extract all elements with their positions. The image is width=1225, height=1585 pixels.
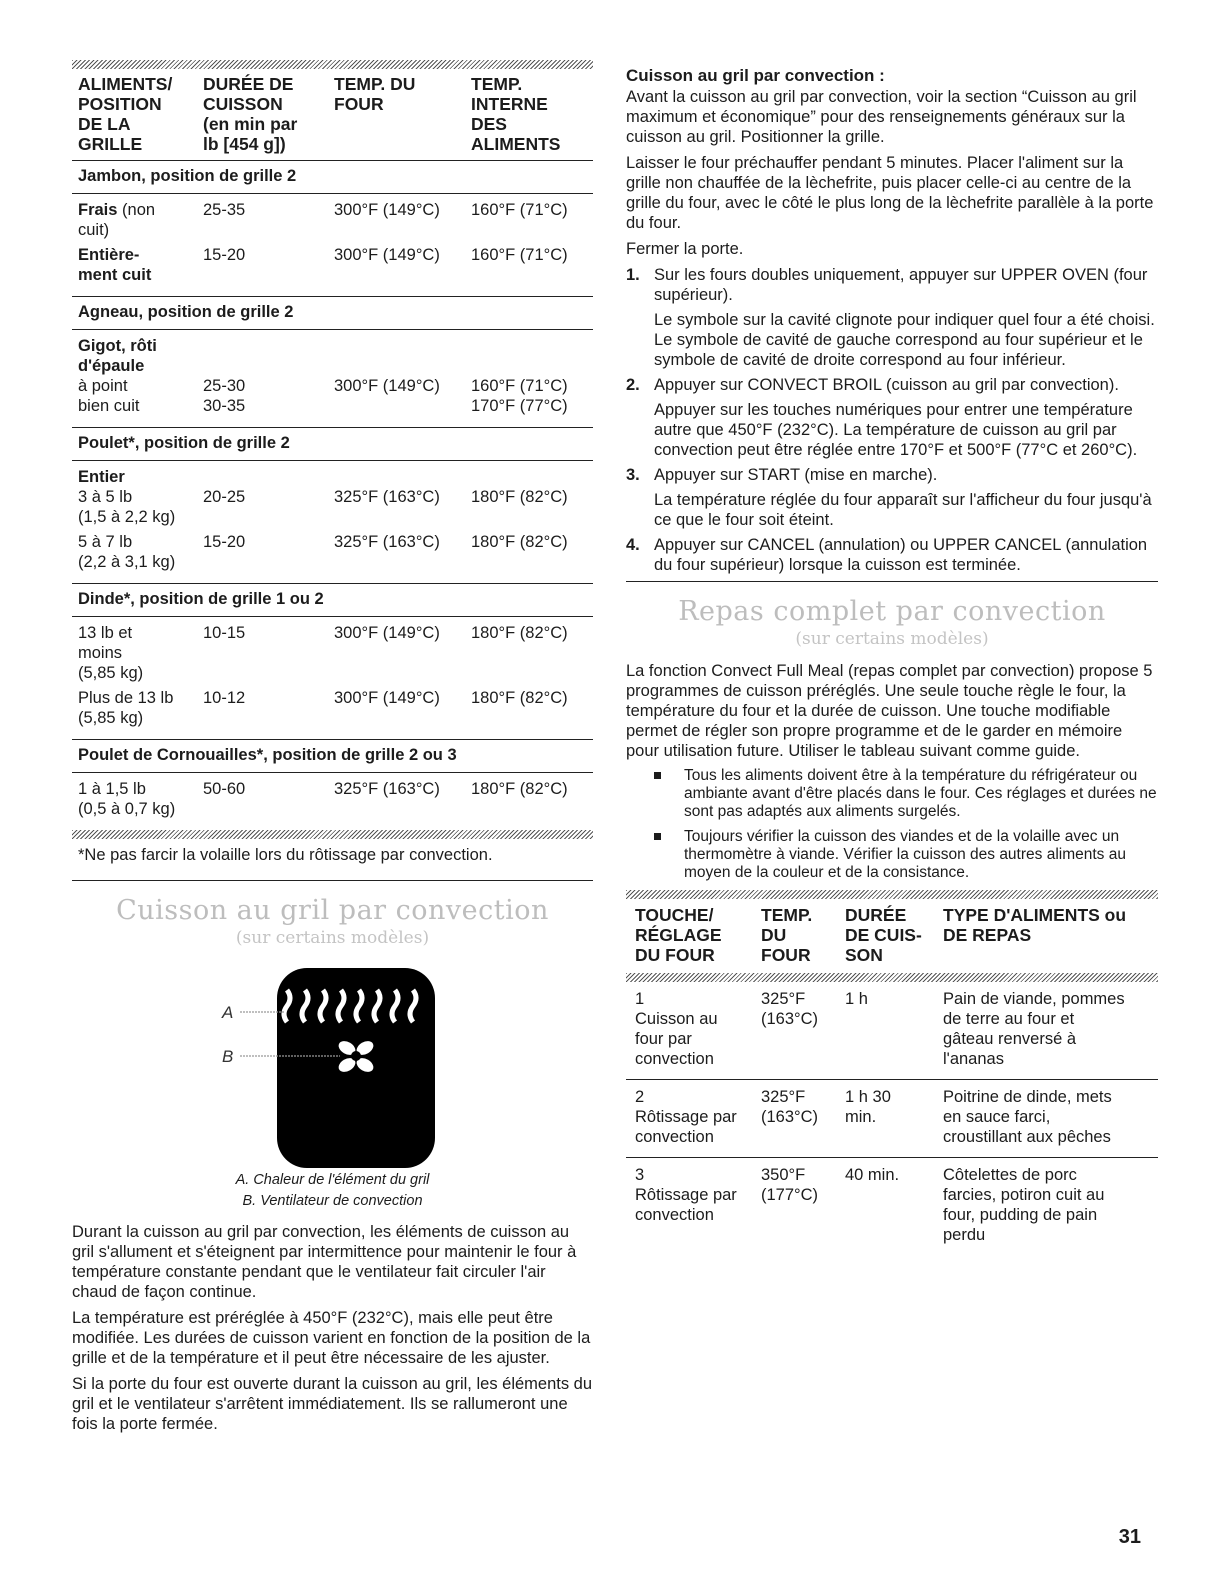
cell-food: Pain de viande, pommes de terre au four et gâteau renversé à l'ananas — [943, 990, 1125, 1068]
paragraph: Laisser le four préchauffer pendant 5 minutes. Placer l'aliment sur la grille non chauffée de la lèchefrite, puis placer celle-ci au centre de la grille du four, avec le côté le plus long de la lèchefrite parallèle à la porte du four. — [626, 154, 1154, 232]
bullet-text: Toujours vérifier la cuisson des viandes et de la volaille avec un thermomètre à viande. Vérifier la cuisson des autres aliments au moyen de la couleur et de la consistance. — [684, 828, 1126, 881]
table-section-title: Dinde*, position de grille 1 ou 2 — [72, 583, 593, 616]
table-section-title: Jambon, position de grille 2 — [72, 160, 593, 193]
cell-time: 10-15 — [203, 624, 246, 642]
cell-internal: 180°F (82°C) — [471, 624, 568, 642]
cell-internal: 160°F (71°C) 170°F (77°C) — [471, 377, 568, 415]
table-top-rule — [626, 890, 1158, 899]
paragraph: Si la porte du four est ouverte durant la cuisson au gril, les éléments du gril et le ventilateur s'arrêtent immédiatement. Ils se rallumeront une fois la porte fermée. — [72, 1375, 593, 1433]
table-row — [626, 1080, 1158, 1157]
cell-food: Côtelettes de porc farcies, potiron cuit au four, pudding de pain perdu — [943, 1166, 1105, 1244]
step-text: Appuyer sur CANCEL (annulation) ou UPPER CANCEL (annulation du four supérieur) lorsque la cuisson est terminée. — [654, 536, 1148, 574]
steps-list — [626, 265, 1158, 575]
cell-food — [78, 200, 203, 240]
step-item — [626, 465, 1158, 530]
cell-key: 1 Cuisson au four par convection — [635, 990, 718, 1068]
cell-temp: 325°F (163°C) — [761, 1088, 819, 1126]
cell-food-bold: Gigot, rôti d'épaule — [78, 337, 157, 375]
cell-internal: 180°F (82°C) — [471, 533, 568, 551]
bullet-text: Tous les aliments doivent être à la température du réfrigérateur ou ambiante avant d'être placés dans le four. Ces réglages et durées ne sont pas adaptés aux aliments surgelés. — [684, 767, 1157, 820]
table-row — [78, 245, 593, 285]
cell-food-text: 1 à 1,5 lb (0,5 à 0,7 kg) — [78, 780, 176, 818]
full-meal-table-header — [626, 899, 1158, 973]
header-time: DURÉE DE CUIS- SON — [845, 905, 922, 965]
cell-food — [78, 467, 203, 527]
cell-food-text: 5 à 7 lb (2,2 à 3,1 kg) — [78, 533, 176, 571]
cell-food — [78, 623, 203, 683]
bullet-square-icon — [654, 772, 661, 779]
table-row — [626, 982, 1158, 1079]
full-meal-table-body — [626, 982, 1158, 1255]
step-item — [626, 535, 1158, 575]
caption-a: A. Chaleur de l'élément du gril — [235, 1172, 430, 1188]
cell-oven: 325°F (163°C) — [334, 780, 440, 798]
table-section-body — [72, 329, 593, 427]
cell-food — [78, 688, 203, 728]
table-section-body — [72, 616, 593, 739]
cell-temp: 350°F (177°C) — [761, 1166, 819, 1204]
meat-table-body — [72, 160, 593, 830]
cell-temp: 325°F (163°C) — [761, 990, 819, 1028]
cell-time: 20-25 — [203, 488, 246, 506]
section-subtitle: (sur certains modèles) — [235, 928, 430, 948]
oven-cavity — [277, 968, 435, 1168]
table-row — [78, 532, 593, 572]
cell-oven: 300°F (149°C) — [334, 377, 440, 395]
cell-oven: 300°F (149°C) — [334, 246, 440, 264]
cell-internal: 180°F (82°C) — [471, 488, 568, 506]
cell-internal: 180°F (82°C) — [471, 689, 568, 707]
section-title: Repas complet par convection — [678, 596, 1106, 627]
cell-food — [78, 245, 203, 285]
cell-key: 3 Rôtissage par convection — [635, 1166, 737, 1224]
table-bottom-rule — [72, 830, 593, 839]
right-column — [626, 60, 1158, 1255]
cell-oven: 300°F (149°C) — [334, 201, 440, 219]
cell-food-bold: Entier — [78, 468, 125, 486]
step-item — [626, 265, 1158, 370]
step-number: 3. — [626, 466, 640, 484]
step-extra: Appuyer sur les touches numériques pour entrer une température autre que 450°F (232°C). La température de cuisson au gril par convection peut être réglée entre 170°F et 500°F (77°C et 260°C). — [654, 401, 1138, 459]
table-row — [78, 779, 593, 819]
cell-time: 1 h — [845, 990, 868, 1008]
cell-food-text: 3 à 5 lb (1,5 à 2,2 kg) — [78, 488, 176, 526]
table-row — [78, 336, 593, 416]
broil-paragraphs — [72, 1222, 593, 1434]
bullet-item — [652, 828, 1158, 882]
table-section-body — [72, 460, 593, 583]
step-extra: Le symbole sur la cavité clignote pour indiquer quel four a été choisi. Le symbole de cavité de gauche correspond au four supérieur et le symbole de cavité de droite correspond au four inférieur. — [654, 311, 1155, 369]
oven-figure — [72, 948, 593, 1168]
step-text: Appuyer sur CONVECT BROIL (cuisson au gril par convection). — [654, 376, 1119, 394]
page-number: 31 — [1118, 1526, 1141, 1548]
caption-b: B. Ventilateur de convection — [242, 1193, 423, 1209]
paragraph: Durant la cuisson au gril par convection, les éléments de cuisson au gril s'allument et s'éteignent par intermittence pour maintenir le four à température constante pendant que le ventilateur fait circuler l'air chaud de façon continue. — [72, 1223, 577, 1301]
table-section-body — [72, 193, 593, 296]
cell-oven: 325°F (163°C) — [334, 488, 440, 506]
table-footnote: *Ne pas farcir la volaille lors du rôtissage par convection. — [78, 846, 493, 864]
cell-time: 10-12 — [203, 689, 246, 707]
bullet-square-icon — [654, 833, 661, 840]
cell-food: Poitrine de dinde, mets en sauce farci, croustillant aux pêches — [943, 1088, 1112, 1146]
cell-food-bold: Entière- ment cuit — [78, 246, 152, 284]
header-time: DURÉE DE CUISSON (en min par lb [454 g]) — [203, 74, 298, 154]
header-food: ALIMENTS/ POSITION DE LA GRILLE — [78, 74, 173, 154]
header-temp: TEMP. DU FOUR — [761, 905, 813, 965]
header-food-type: TYPE D'ALIMENTS ou DE REPAS — [943, 905, 1127, 945]
section-subtitle: (sur certains modèles) — [795, 629, 989, 649]
cell-time: 25-30 30-35 — [203, 377, 246, 415]
table-row — [78, 688, 593, 728]
howto-title: Cuisson au gril par convection : — [626, 66, 885, 85]
table-section-title: Poulet de Cornouailles*, position de grille 2 ou 3 — [72, 739, 593, 772]
cell-key: 2 Rôtissage par convection — [635, 1088, 737, 1146]
section-divider — [72, 880, 593, 881]
meat-table-header — [72, 69, 593, 160]
table-row — [626, 1158, 1158, 1255]
cell-food-text: (non cuit) — [78, 201, 156, 239]
section-title: Cuisson au gril par convection — [116, 895, 549, 926]
cell-internal: 160°F (71°C) — [471, 201, 568, 219]
label-a: A — [222, 1003, 234, 1022]
intro-paragraph: La fonction Convect Full Meal (repas complet par convection) propose 5 programmes de cuisson préréglés. Une seule touche règle le four, la température du four et la durée de cuisson. Une touche modifiable permet de régler son propre programme et de le garder en mémoire pour utilisation future. Utiliser le tableau suivant comme guide. — [626, 662, 1153, 760]
table-section-title: Poulet*, position de grille 2 — [72, 427, 593, 460]
cell-time: 15-20 — [203, 246, 246, 264]
bullet-list — [626, 767, 1158, 882]
header-oven-temp: TEMP. DU FOUR — [334, 74, 416, 114]
header-internal-temp: TEMP. INTERNE DES ALIMENTS — [471, 74, 561, 154]
cell-time: 25-35 — [203, 201, 246, 219]
figure-caption — [72, 1170, 593, 1212]
cell-oven: 300°F (149°C) — [334, 689, 440, 707]
step-extra: La température réglée du four apparaît sur l'afficheur du four jusqu'à ce que le four soit éteint. — [654, 491, 1152, 529]
cell-time: 40 min. — [845, 1166, 900, 1184]
section-divider — [626, 581, 1158, 582]
cell-food-bold: Frais — [78, 201, 118, 219]
cell-internal: 160°F (71°C) — [471, 246, 568, 264]
paragraph: Avant la cuisson au gril par convection, voir la section “Cuisson au gril maximum et économique” pour des renseignements généraux sur la cuisson au gril. Positionner la grille. — [626, 88, 1137, 146]
cell-food-text: 13 lb et moins (5,85 kg) — [78, 624, 144, 682]
oven-cavity-illustration — [72, 948, 593, 1168]
table-section-title: Agneau, position de grille 2 — [72, 296, 593, 329]
paragraph: Fermer la porte. — [626, 240, 744, 258]
cell-food — [78, 532, 203, 572]
cell-food — [78, 336, 203, 416]
step-text: Sur les fours doubles uniquement, appuyer sur UPPER OVEN (four supérieur). — [654, 266, 1148, 304]
cell-oven: 300°F (149°C) — [334, 624, 440, 642]
left-column — [72, 60, 593, 1440]
table-top-rule — [72, 60, 593, 69]
label-b: B — [222, 1047, 234, 1066]
cell-time: 50-60 — [203, 780, 246, 798]
table-section-body — [72, 772, 593, 830]
cell-time: 15-20 — [203, 533, 246, 551]
step-number: 1. — [626, 266, 640, 284]
step-item — [626, 375, 1158, 460]
table-row — [78, 623, 593, 683]
table-row — [78, 467, 593, 527]
cell-time: 1 h 30 min. — [845, 1088, 891, 1126]
cell-oven: 325°F (163°C) — [334, 533, 440, 551]
cell-food-text: Plus de 13 lb (5,85 kg) — [78, 689, 174, 727]
step-number: 2. — [626, 376, 640, 394]
cell-food — [78, 779, 203, 819]
cell-internal: 180°F (82°C) — [471, 780, 568, 798]
header-key: TOUCHE/ RÉGLAGE DU FOUR — [635, 905, 722, 965]
paragraph: La température est préréglée à 450°F (232°C), mais elle peut être modifiée. Les durées de cuisson varient en fonction de la position de la grille et de la température et il peut être nécessaire de les ajuster. — [72, 1309, 591, 1367]
table-header-rule — [626, 973, 1158, 982]
step-text: Appuyer sur START (mise en marche). — [654, 466, 938, 484]
bullet-item — [652, 767, 1158, 821]
table-row — [78, 200, 593, 240]
step-number: 4. — [626, 536, 640, 554]
cell-food-text: à point bien cuit — [78, 377, 140, 415]
